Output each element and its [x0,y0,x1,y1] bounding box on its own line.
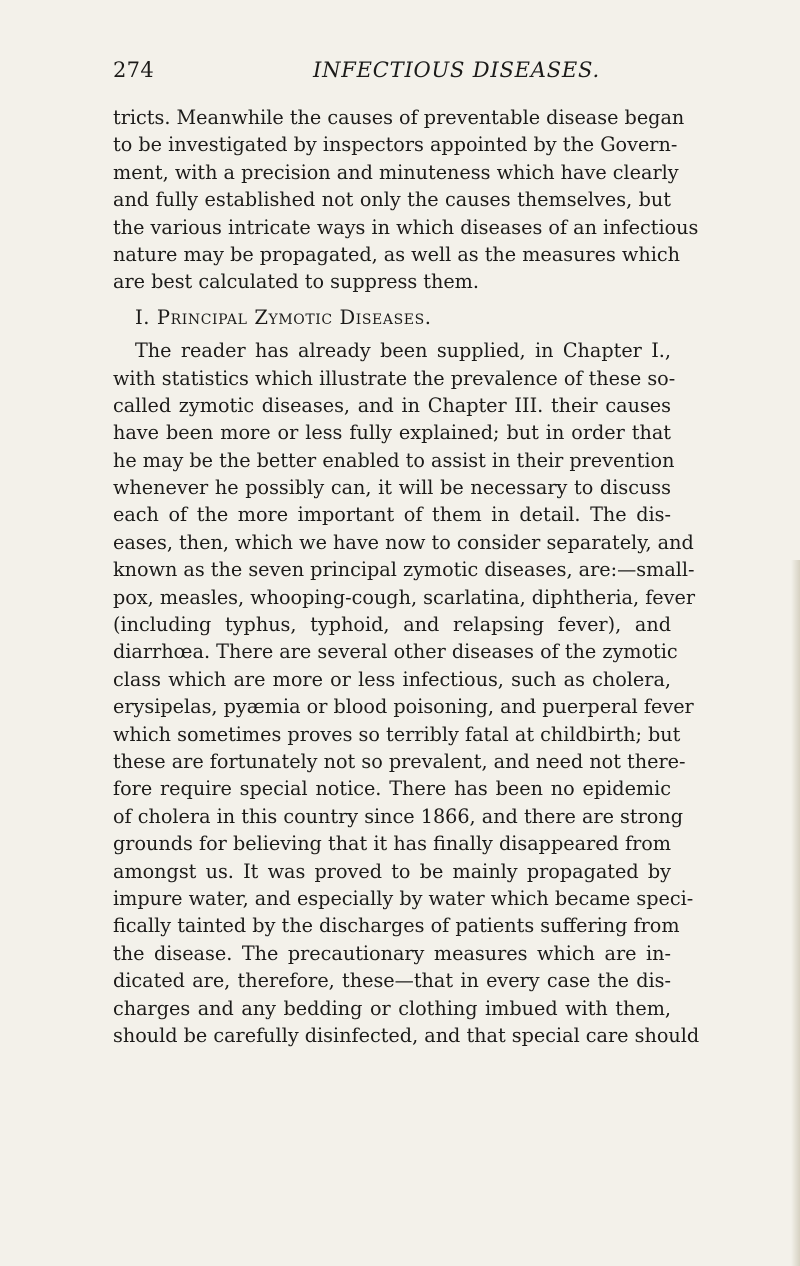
page-number: 274 [113,58,154,82]
text-line: fore require special notice. There has been no epidemic [113,777,671,801]
text-line: nature may be propagated, as well as the measures which [113,242,680,266]
intro-paragraph [113,104,699,296]
page-edge-shadow [791,560,800,1266]
text-line: whenever he possibly can, it will be necessary to discuss [113,476,671,500]
text-line: called zymotic diseases, and in Chapter III. their causes [113,393,671,417]
text-line: charges and any bedding or clothing imbued with them, [113,996,671,1020]
text-line: ment, with a precision and minuteness which have clearly [113,160,679,184]
text-line: should be carefully disinfected, and that special care should [113,1023,700,1047]
text-line: (including typhus, typhoid, and relapsing fever), and [113,613,671,637]
text-line: he may be the better enabled to assist in their prevention [113,448,675,472]
running-title: INFECTIOUS DISEASES. [313,58,600,82]
text-line: amongst us. It was proved to be mainly propagated by [113,859,671,883]
section-heading: I. Principal Zymotic Diseases. [135,305,432,329]
text-line: dicated are, therefore, these—that in every case the dis- [113,969,671,993]
text-line: class which are more or less infectious, such as cholera, [113,667,671,691]
text-line: diarrhœa. There are several other diseases of the zymotic [113,640,678,664]
text-line: have been more or less fully explained; but in order that [113,421,671,445]
text-line: pox, measles, whooping-cough, scarlatina, diphtheria, fever [113,585,696,609]
text-line: erysipelas, pyæmia or blood poisoning, and puerperal fever [113,695,694,719]
text-line: of cholera in this country since 1866, and there are strong [113,804,683,828]
text-line: the various intricate ways in which diseases of an infectious [113,215,699,239]
body-text [113,104,700,1049]
text-line: are best calculated to suppress them. [113,270,479,294]
text-line: grounds for believing that it has finally disappeared from [113,832,671,856]
text-line: eases, then, which we have now to consider separately, and [113,530,694,554]
text-line: tricts. Meanwhile the causes of preventable disease began [113,106,685,129]
page-header [113,58,673,88]
text-line: these are fortunately not so prevalent, and need not there- [113,749,686,773]
text-line: the disease. The precautionary measures which are in- [113,941,671,965]
text-line: impure water, and especially by water which became speci- [113,886,694,910]
text-line: and fully established not only the causes themselves, but [113,188,671,212]
text-line: which sometimes proves so terribly fatal at childbirth; but [113,722,681,746]
text-line: each of the more important of them in detail. The dis- [113,503,671,527]
text-line: with statistics which illustrate the prevalence of these so- [113,366,676,390]
text-line: known as the seven principal zymotic diseases, are:—small- [113,558,695,582]
text-line: fically tainted by the discharges of patients suffering from [113,914,680,938]
text-line: to be investigated by inspectors appointed by the Govern- [113,133,678,157]
section-paragraph [113,337,700,1049]
text-line: The reader has already been supplied, in Chapter I., [135,339,671,363]
